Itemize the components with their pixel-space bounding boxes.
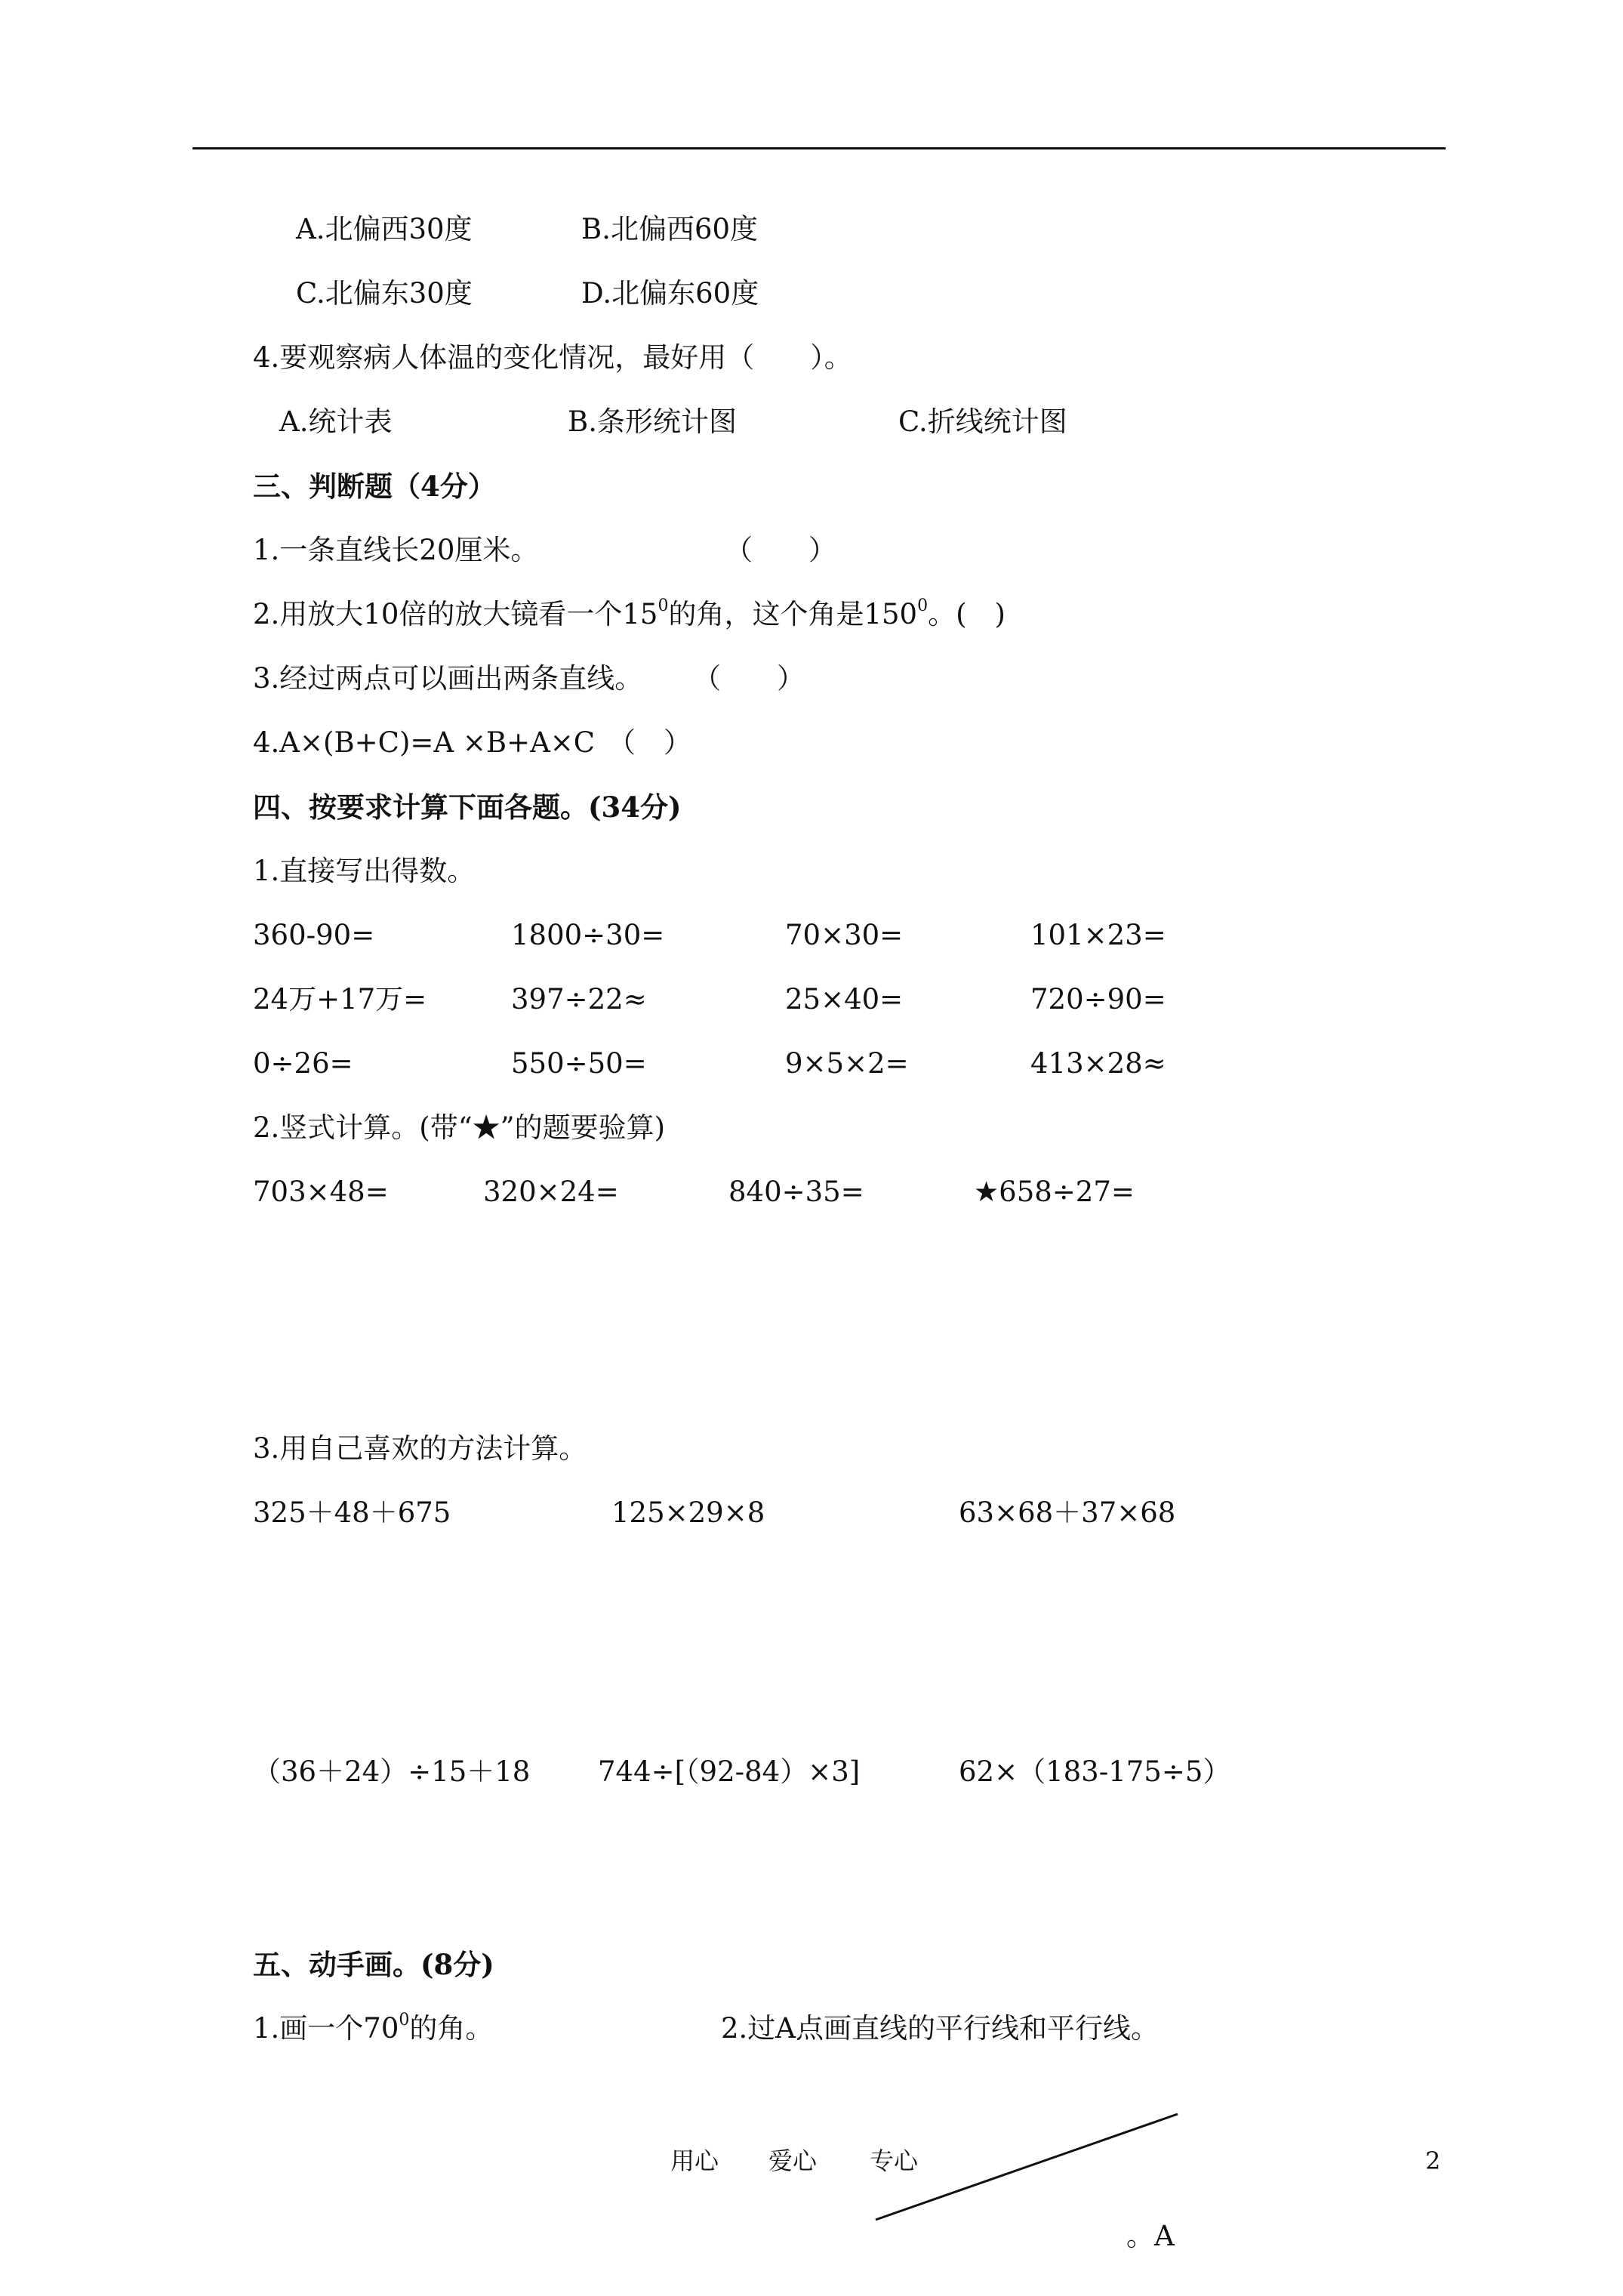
free-calc-r1-c1: 325＋48＋675 (253, 1496, 451, 1529)
calc-r1-c3: 70×30= (785, 919, 904, 951)
vertical-calc-1: 703×48= (253, 1176, 389, 1208)
calc-r2-c2: 397÷22≈ (511, 983, 647, 1015)
q4-question: 4.要观察病人体温的变化情况，最好用（ ）。 (253, 341, 852, 374)
judge-item-2: 2.用放大10倍的放大镜看一个$15^0$的角，这个角是$150^0$。( ) (253, 596, 1006, 630)
page-number: 2 (1425, 2147, 1441, 2175)
section4-title: 四、按要求计算下面各题。(34分) (253, 791, 682, 824)
free-calc-r2-c2: 744÷[（92-84）×3] (598, 1755, 861, 1788)
calc-r3-c4: 413×28≈ (1030, 1047, 1166, 1080)
calc-r3-c3: 9×5×2= (785, 1047, 909, 1080)
judge-item-1: 1.一条直线长20厘米。 (253, 534, 539, 566)
vertical-calc-3: 840÷35= (728, 1176, 864, 1208)
section4-sub2-title: 2.竖式计算。(带“★”的题要验算) (253, 1111, 666, 1144)
q3-option-d: D.北偏东60度 (581, 277, 759, 310)
calc-r1-c4: 101×23= (1030, 919, 1166, 951)
q3-option-a: A.北偏西30度 (296, 213, 473, 245)
judge-item-1-bracket: （ ） (725, 534, 836, 566)
judge-item-3-bracket: （ ） (693, 662, 805, 695)
footer-word-1: 用心 (670, 2147, 719, 2175)
section4-sub3-title: 3.用自己喜欢的方法计算。 (253, 1432, 587, 1465)
calc-r1-c1: 360-90= (253, 919, 375, 951)
judge-item-4: 4.A×(B+C)=A ×B+A×C (253, 726, 596, 759)
point-a-label: 。A (1126, 2220, 1175, 2252)
vertical-calc-2: 320×24= (483, 1176, 619, 1208)
q3-option-b: B.北偏西60度 (581, 213, 759, 245)
footer-word-2: 爱心 (768, 2147, 818, 2175)
judge-item-3: 3.经过两点可以画出两条直线。 (253, 662, 643, 695)
section5-title: 五、动手画。(8分) (253, 1948, 494, 1981)
calc-r2-c4: 720÷90= (1030, 983, 1166, 1015)
q4-option-c: C.折线统计图 (898, 405, 1067, 438)
vertical-calc-4: ★658÷27= (974, 1176, 1135, 1208)
footer-word-3: 专心 (870, 2147, 919, 2175)
section3-title: 三、判断题（4分） (253, 470, 496, 503)
free-calc-r2-c1: （36＋24）÷15＋18 (253, 1755, 531, 1788)
calc-r3-c1: 0÷26= (253, 1047, 353, 1080)
free-calc-r1-c2: 125×29×8 (611, 1496, 765, 1529)
q4-option-a: A.统计表 (279, 405, 393, 438)
calc-r2-c3: 25×40= (785, 983, 904, 1015)
judge-item-4-bracket: （ ） (608, 726, 691, 759)
draw-item-2: 2.过A点画直线的平行线和平行线。 (721, 2012, 1160, 2045)
free-calc-r1-c3: 63×68＋37×68 (959, 1496, 1176, 1529)
q4-option-b: B.条形统计图 (568, 405, 737, 438)
header-rule (192, 147, 1446, 149)
free-calc-r2-c3: 62×（183-175÷5） (959, 1755, 1231, 1788)
draw-item-1: 1.画一个$70^0$的角。 (253, 2010, 494, 2045)
q3-option-c: C.北偏东30度 (296, 277, 473, 310)
calc-r1-c2: 1800÷30= (511, 919, 665, 951)
section4-sub1-title: 1.直接写出得数。 (253, 855, 476, 887)
calc-r2-c1: 24万+17万= (253, 983, 427, 1015)
calc-r3-c2: 550÷50= (511, 1047, 647, 1080)
given-line (876, 2114, 1178, 2220)
